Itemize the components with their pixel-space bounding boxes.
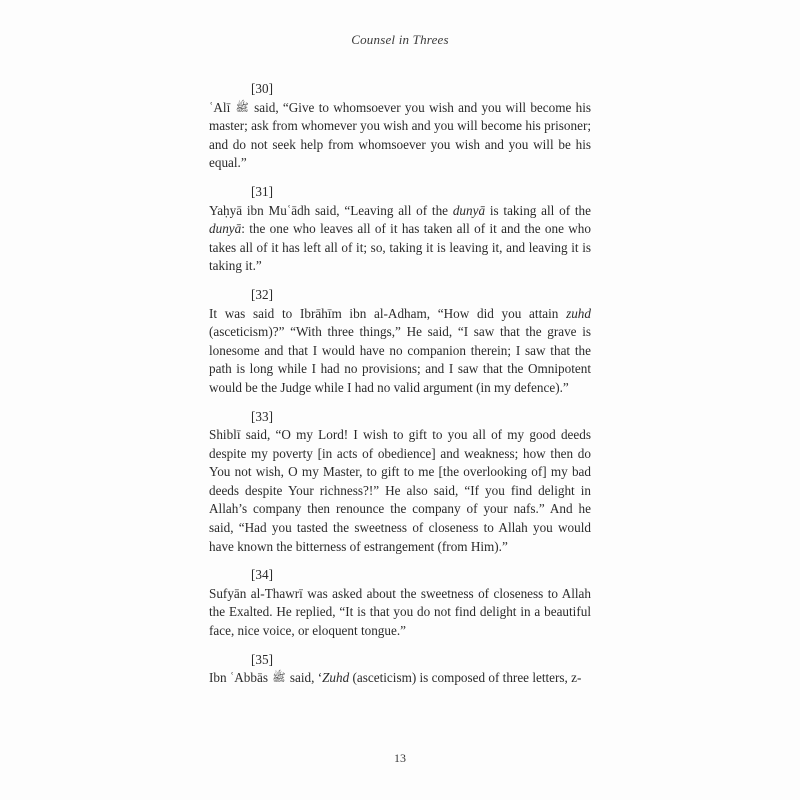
text-run: Shiblī said, “O my Lord! I wish to gift to you all of my good deeds despite my poverty [in acts of obedience] and weakness; how then do You not wish, O my Master, to gift to me [the overlooking of] my bad deeds despite Your richness?!” He also said, “If you find delight in Allah’s company then renounce the company of your nafs.” And he said, “Had you tasted the sweetness of closeness to Allah you would have known the bitterness of estrangement (from Him).” (209, 427, 591, 554)
entry-number: [30] (251, 81, 273, 96)
entry-number: [32] (251, 286, 273, 302)
page-number: 13 (394, 751, 406, 765)
entry-text (209, 99, 591, 173)
entry (209, 80, 591, 173)
entry-number: [35] (251, 651, 273, 667)
entry (209, 408, 591, 557)
text-run: said, ‘ (286, 670, 323, 686)
italic-term: zuhd (566, 305, 591, 321)
entry-number: [31] (251, 183, 273, 199)
text-run: It was said to Ibrāhīm ibn al-Adham, “How did you attain (209, 305, 567, 321)
italic-term: dunyā (209, 221, 242, 237)
entry-text (209, 669, 591, 688)
entry (209, 651, 591, 688)
text-block (209, 80, 591, 698)
text-run: : the one who leaves all of it has taken all of it and the one who takes all of it has left all of it; so, taking it is leaving it, and leaving it is taking it.” (209, 221, 591, 274)
text-run: (asceticism)?” “With three things,” He said, “I saw that the grave is lonesome and that I would have no companion therein; I saw that the path is long while I had no provisions; and I saw that the Omnipotent would be the Judge while I had no valid argument (in my defence).” (209, 324, 591, 395)
entry (209, 566, 591, 640)
text-run: said, “Give to whomsoever you wish and you will become his master; ask from whomever you wish and you will become his prisoner; and do not seek help from whomsoever you wish and you will be his equal.” (209, 99, 591, 171)
honorific-icon: ﷺ (235, 101, 249, 114)
text-run: Ibn ʿAbbās (209, 670, 272, 686)
italic-term: Zuhd (322, 670, 350, 686)
text-run: Sufyān al-Thawrī was asked about the sweetness of closeness to Allah the Exalted. He replied, “It is that you do not find delight in a beautiful face, nice voice, or eloquent tongue.” (209, 585, 591, 639)
entry-text (209, 202, 591, 276)
running-head: Counsel in Threes (351, 32, 449, 47)
honorific-icon: ﷺ (272, 672, 286, 685)
italic-term: dunyā (452, 202, 486, 218)
entry (209, 286, 591, 398)
entry-text (209, 585, 591, 641)
entry (209, 183, 591, 276)
text-run: is taking all of the (485, 202, 591, 218)
entry-number: [34] (251, 567, 273, 583)
text-run: ʿAlī (209, 99, 235, 115)
text-run: (asceticism) is composed of three letters, z- (349, 670, 582, 686)
entry-text (209, 305, 591, 398)
text-run: Yaḥyā ibn Muʿādh said, “Leaving all of the (209, 202, 453, 218)
entry-text (209, 426, 591, 556)
entry-number: [33] (251, 408, 273, 424)
